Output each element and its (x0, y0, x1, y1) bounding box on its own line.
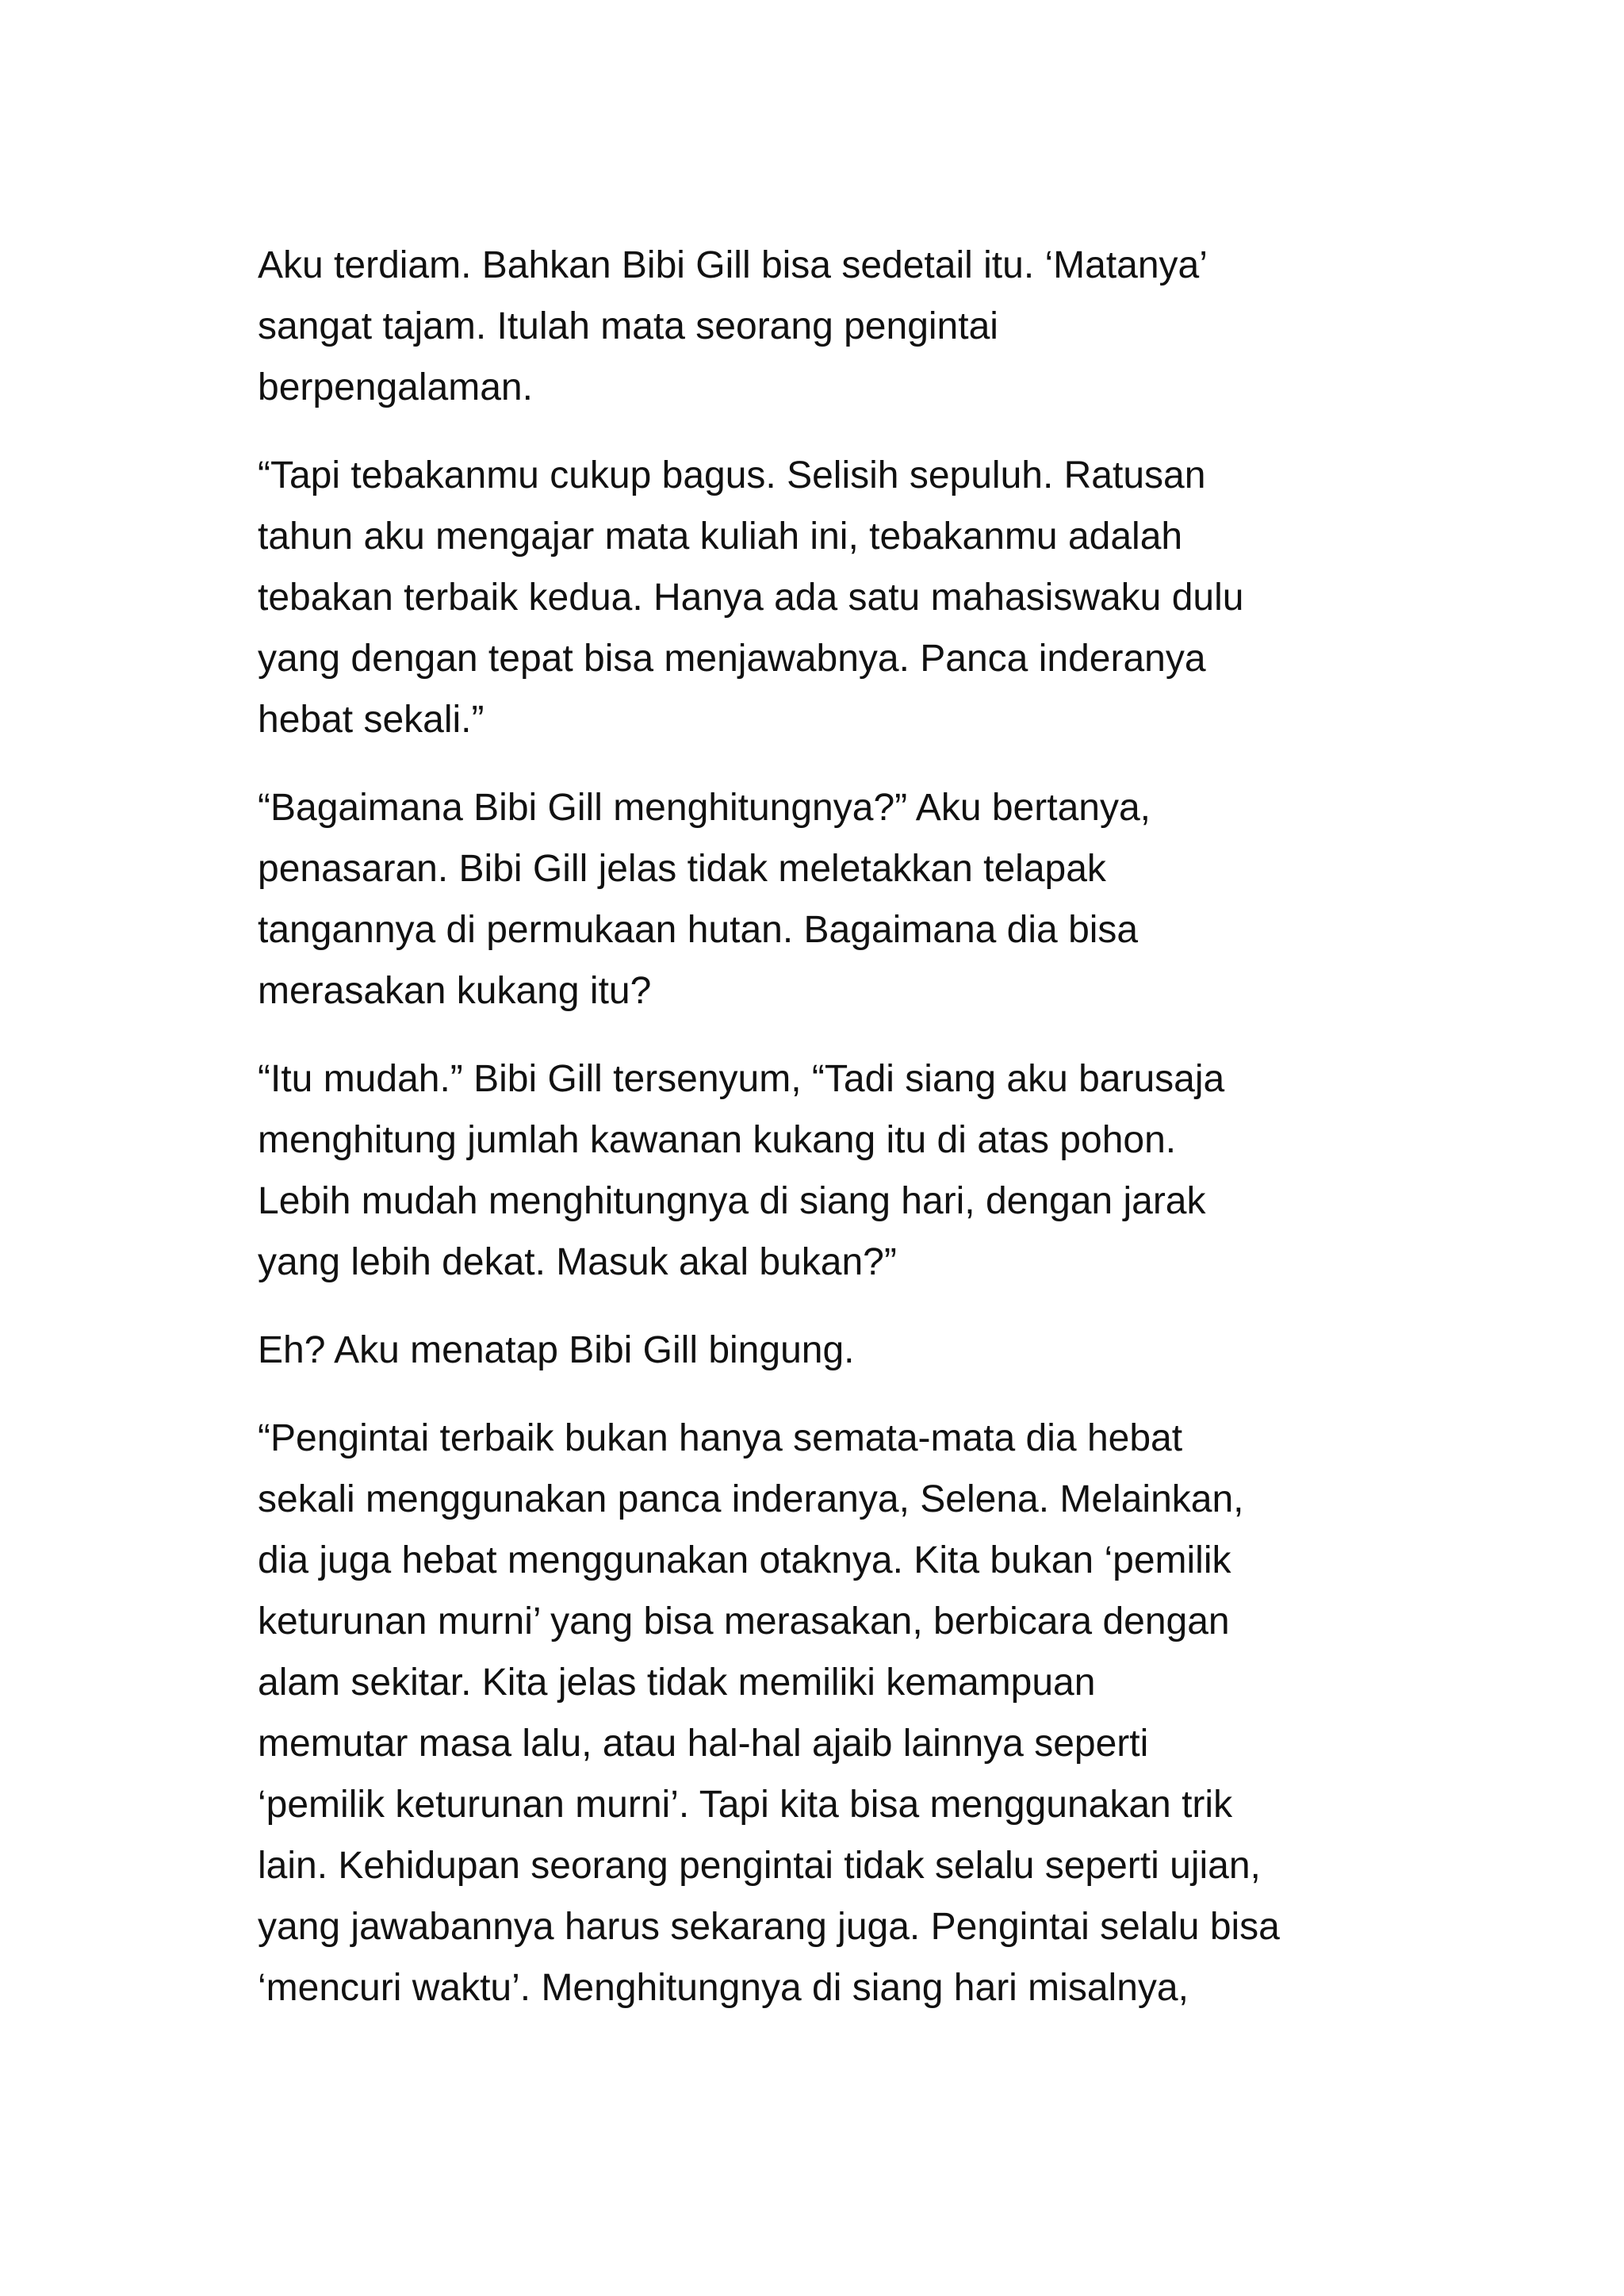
text-line: tangannya di permukaan hutan. Bagaimana dia bisa (258, 909, 1139, 951)
paragraph-6 (258, 1408, 1400, 2018)
text-line: lain. Kehidupan seorang pengintai tidak selalu seperti ujian, (258, 1845, 1261, 1887)
text-line: dia juga hebat menggunakan otaknya. Kita bukan ‘pemilik (258, 1539, 1231, 1581)
text-line: yang dengan tepat bisa menjawabnya. Panca inderanya (258, 638, 1206, 680)
text-line: yang jawabannya harus sekarang juga. Pengintai selalu bisa (258, 1906, 1280, 1948)
paragraph-3 (258, 777, 1400, 1022)
text-line: berpengalaman. (258, 366, 533, 408)
text-line: Eh? Aku menatap Bibi Gill bingung. (258, 1329, 855, 1371)
paragraph-1 (258, 235, 1400, 418)
text-line: Aku terdiam. Bahkan Bibi Gill bisa sedetail itu. ‘Matanya’ (258, 244, 1208, 286)
text-line: merasakan kukang itu? (258, 970, 652, 1012)
text-line: Lebih mudah menghitungnya di siang hari, dengan jarak (258, 1180, 1206, 1222)
body-text (258, 235, 1400, 2045)
text-line: “Tapi tebakanmu cukup bagus. Selisih sepuluh. Ratusan (258, 454, 1206, 496)
paragraph-4 (258, 1048, 1400, 1293)
text-line: “Itu mudah.” Bibi Gill tersenyum, “Tadi siang aku barusaja (258, 1058, 1225, 1100)
text-line: “Bagaimana Bibi Gill menghitungnya?” Aku bertanya, (258, 787, 1151, 829)
text-line: hebat sekali.” (258, 699, 485, 741)
text-line: penasaran. Bibi Gill jelas tidak meletakkan telapak (258, 848, 1106, 890)
paragraph-5 (258, 1320, 1400, 1381)
text-line: keturunan murni’ yang bisa merasakan, berbicara dengan (258, 1600, 1230, 1642)
text-line: sangat tajam. Itulah mata seorang pengintai (258, 305, 998, 347)
text-line: menghitung jumlah kawanan kukang itu di atas pohon. (258, 1119, 1177, 1161)
text-line: sekali menggunakan panca inderanya, Selena. Melainkan, (258, 1478, 1244, 1520)
text-line: tebakan terbaik kedua. Hanya ada satu mahasiswaku dulu (258, 577, 1244, 619)
text-line: ‘pemilik keturunan murni’. Tapi kita bisa menggunakan trik (258, 1784, 1233, 1826)
paragraph-2 (258, 445, 1400, 750)
text-line: “Pengintai terbaik bukan hanya semata-mata dia hebat (258, 1417, 1183, 1459)
text-line: ‘mencuri waktu’. Menghitungnya di siang hari misalnya, (258, 1967, 1189, 2009)
text-line: alam sekitar. Kita jelas tidak memiliki kemampuan (258, 1662, 1096, 1704)
text-line: memutar masa lalu, atau hal-hal ajaib lainnya seperti (258, 1723, 1149, 1765)
text-line: tahun aku mengajar mata kuliah ini, tebakanmu adalah (258, 516, 1183, 558)
text-line: yang lebih dekat. Masuk akal bukan?” (258, 1241, 897, 1283)
